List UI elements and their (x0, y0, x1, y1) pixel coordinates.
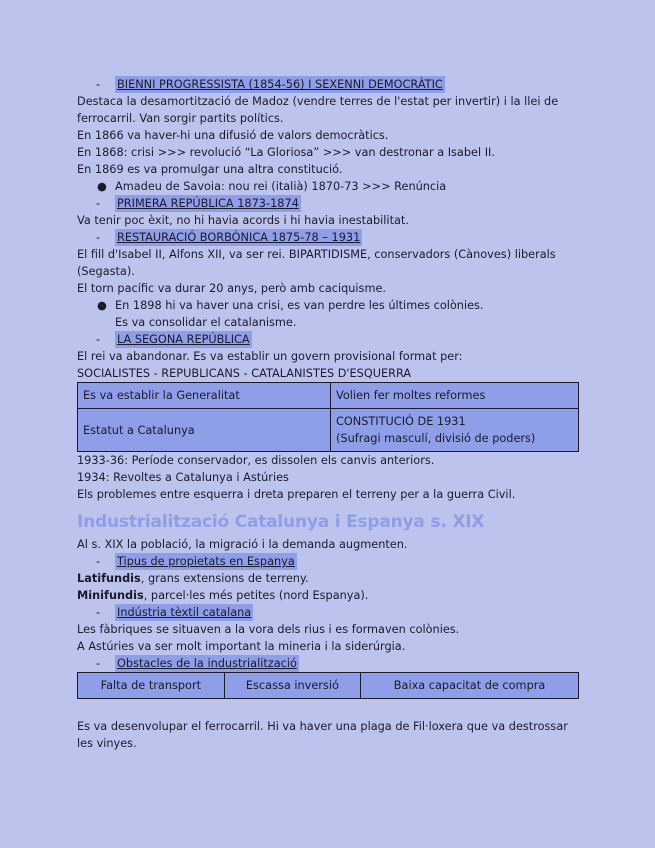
republic-table (77, 382, 579, 452)
table-cell: Falta de transport (78, 673, 225, 699)
table-cell: Es va establir la Generalitat (78, 383, 331, 409)
section-heading-bienni: - BIENNI PROGRESSISTA (1854-56) I SEXENNI DEMOCRÀTIC (96, 78, 443, 91)
table-row (78, 383, 579, 409)
paragraph: Minifundis, parcel·les més petites (nord Espanya). (77, 589, 369, 602)
section-heading-restauracio: - RESTAURACIÓ BORBÒNICA 1875-78 – 1931 (96, 231, 361, 244)
paragraph: El fill d'Isabel II, Alfons XII, va ser rei. BIPARTIDISME, conservadors (Cànoves) liberals (77, 248, 556, 261)
table-cell: Escassa inversió (224, 673, 360, 699)
bullet-continuation: Es va consolidar el catalanisme. (115, 316, 297, 329)
table-row (78, 673, 579, 699)
subheading-tipus-propietats: - Tipus de propietats en Espanya (96, 555, 295, 568)
paragraph: El rei va abandonar. Es va establir un govern provisional format per: (77, 350, 463, 363)
paragraph: Al s. XIX la població, la migració i la demanda augmenten. (77, 538, 408, 551)
paragraph: Latifundis, grans extensions de terreny. (77, 572, 309, 585)
paragraph: En 1866 va haver-hi una difusió de valors democràtics. (77, 129, 389, 142)
paragraph: SOCIALISTES - REPUBLICANS - CATALANISTES D'ESQUERRA (77, 367, 412, 380)
paragraph: Es va desenvolupar el ferrocarril. Hi va haver una plaga de Fil·loxera que va destrossar (77, 720, 568, 733)
section-title-industrialitzacio: Industrialització Catalunya i Espanya s. XIX (77, 512, 485, 532)
paragraph: Els problemes entre esquerra i dreta preparen el terreny per a la guerra Civil. (77, 488, 516, 501)
table-row (78, 409, 579, 452)
document-content (77, 76, 577, 752)
table-cell: Estatut a Catalunya (78, 409, 331, 452)
bullet-item: ● En 1898 hi va haver una crisi, es van perdre les últimes colònies. (97, 299, 484, 312)
paragraph: El torn pacífic va durar 20 anys, però amb caciquisme. (77, 282, 386, 295)
section-heading-primera-republica: - PRIMERA REPÚBLICA 1873-1874 (96, 197, 299, 210)
paragraph: ferrocarril. Van sorgir partits polítics. (77, 112, 284, 125)
paragraph: A Astúries va ser molt important la mineria i la siderúrgia. (77, 640, 406, 653)
spacer (77, 699, 577, 718)
paragraph: (Segasta). (77, 265, 135, 278)
paragraph: Destaca la desamortització de Madoz (vendre terres de l'estat per invertir) i la llei de (77, 95, 559, 108)
paragraph: 1934: Revoltes a Catalunya i Astúries (77, 471, 289, 484)
paragraph: Va tenir poc èxit, no hi havia acords i hi havia inestabilitat. (77, 214, 409, 227)
paragraph: Les fàbriques se situaven a la vora dels rius i es formaven colònies. (77, 623, 460, 636)
table-cell: CONSTITUCIÓ DE 1931 (Sufragi masculí, divisió de poders) (331, 409, 579, 452)
subheading-obstacles: - Obstacles de la industrialització (96, 657, 297, 670)
section-heading-segona-republica: - LA SEGONA REPÚBLICA (96, 333, 250, 346)
paragraph: En 1868: crisi >>> revolució “La Gloriosa” >>> van destronar a Isabel II. (77, 146, 495, 159)
paragraph: 1933-36: Període conservador, es dissolen els canvis anteriors. (77, 454, 435, 467)
subheading-industria-textil: - Indústria tèxtil catalana (96, 606, 252, 619)
paragraph: les vinyes. (77, 737, 137, 750)
bullet-item: ● Amadeu de Savoia: nou rei (italià) 1870-73 >>> Renúncia (97, 180, 447, 193)
obstacles-table (77, 672, 579, 699)
table-cell: Baixa capacitat de compra (361, 673, 579, 699)
paragraph: En 1869 es va promulgar una altra constitució. (77, 163, 343, 176)
table-cell: Volien fer moltes reformes (331, 383, 579, 409)
